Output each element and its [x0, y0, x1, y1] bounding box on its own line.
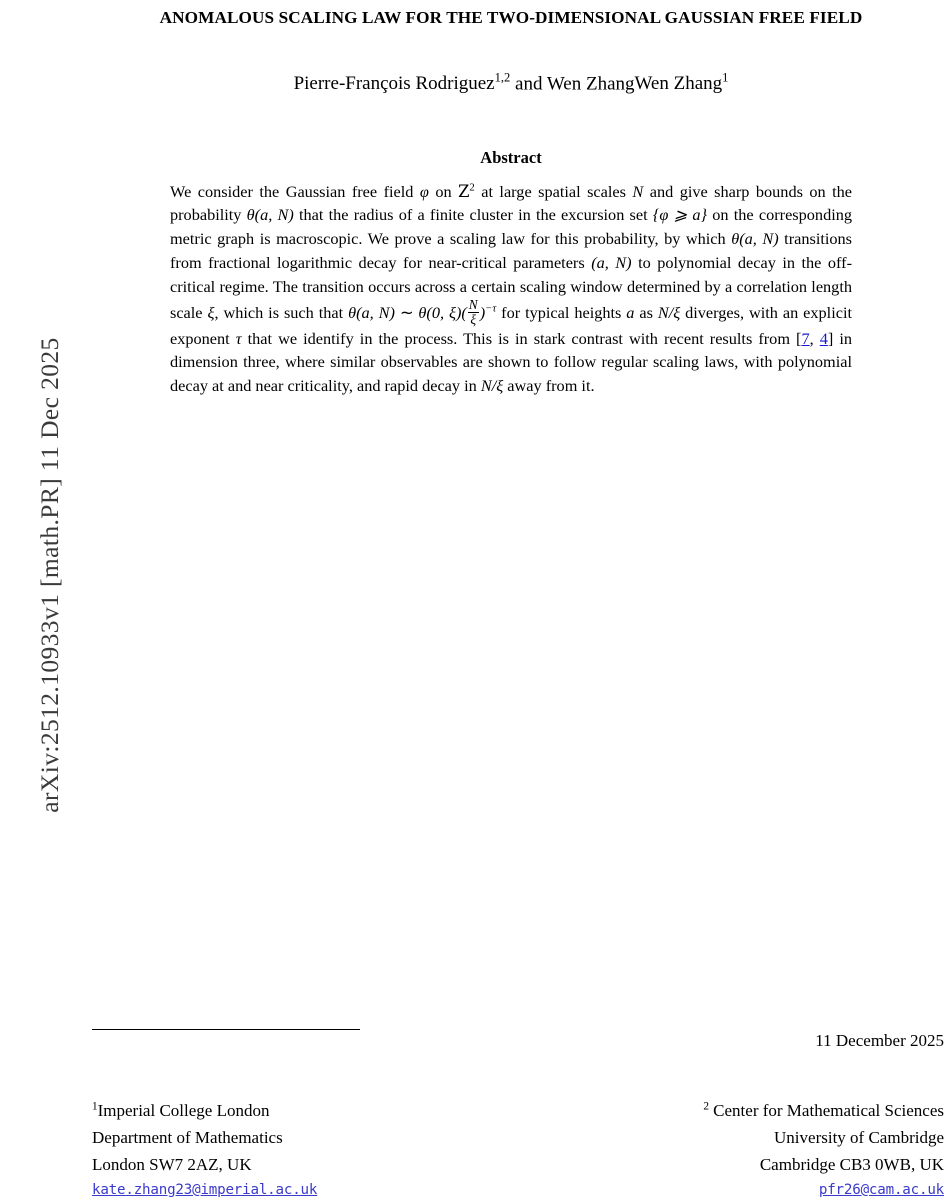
- abstract-frag-9: , which is such that: [214, 303, 349, 323]
- symbol-lattice-dim: 2: [469, 181, 475, 194]
- affiliation-left: [92, 1098, 317, 1201]
- affiliation-left-department: Department of Mathematics: [92, 1127, 283, 1147]
- submission-date: 11 December 2025: [815, 1031, 944, 1050]
- symbol-tau: τ: [235, 328, 242, 348]
- symbol-pair-a-N: (a, N): [591, 252, 632, 272]
- abstract-frag-6: on the corresponding metric graph is macroscopic. We prove a scaling law for this probability, by which: [170, 205, 853, 249]
- paper-page: [78, 0, 944, 1200]
- email-link-right[interactable]: pfr26@cam.ac.uk: [818, 1181, 944, 1198]
- abstract-frag-4: and give sharp bounds on the probability: [170, 181, 853, 225]
- affiliation-left-marker: 1: [92, 1100, 98, 1113]
- symbol-excursion-set: {φ ⩾ a}: [652, 205, 708, 225]
- arxiv-stamp: [0, 0, 78, 1200]
- citation-link-4[interactable]: 4: [819, 328, 828, 348]
- author-rodriguez-affil-marker: 1,2: [494, 70, 511, 85]
- abstract-frag-1: We consider the Gaussian free field: [170, 181, 420, 201]
- symbol-theta-a-N-1: θ(a, N): [246, 205, 294, 225]
- symbol-a: a: [626, 303, 635, 323]
- email-link-left[interactable]: kate.zhang23@imperial.ac.uk: [92, 1181, 318, 1198]
- abstract-frag-14: ,: [809, 328, 820, 348]
- abstract-frag-13: that we identify in the process. This is in stark contrast with recent results from [: [241, 328, 802, 348]
- symbol-asymptotic: ∼: [394, 303, 419, 323]
- affiliation-left-address: London SW7 2AZ, UK: [92, 1154, 252, 1174]
- abstract-frag-8: to polynomial decay in the off-critical regime. The transition occurs across a certain scaling window determined by a correlation length scale: [170, 252, 852, 323]
- author-rodriguez-name: Pierre-François Rodriguez: [293, 72, 495, 94]
- abstract-heading: Abstract: [480, 147, 542, 167]
- symbol-theta-a-N-3: θ(a, N): [348, 303, 395, 323]
- author-list: [78, 29, 944, 96]
- abstract-frag-16: away from it.: [503, 375, 595, 395]
- symbol-phi: φ: [419, 181, 429, 201]
- affiliation-left-institution: Imperial College London: [97, 1101, 270, 1120]
- symbol-exponent-minus-tau: −τ: [485, 302, 497, 315]
- fraction-denominator: ξ: [470, 311, 477, 327]
- citation-link-7[interactable]: 7: [801, 328, 810, 348]
- symbol-ratio-N-xi-1: N/ξ: [657, 303, 681, 323]
- affiliation-right-institution: Center for Mathematical Sciences: [708, 1101, 944, 1120]
- page-title: ANOMALOUS SCALING LAW FOR THE TWO-DIMENSIONAL GAUSSIAN FREE FIELD: [159, 8, 863, 27]
- fraction-N-over-xi: [467, 298, 480, 326]
- abstract-frag-10: for typical heights: [496, 303, 627, 323]
- author-conjunction: and Wen Zhang: [510, 72, 635, 94]
- affiliation-right-address: Cambridge CB3 0WB, UK: [759, 1154, 944, 1174]
- symbol-ratio-N-xi-2: N/ξ: [480, 375, 504, 395]
- abstract-frag-12: diverges, with an explicit exponent: [170, 303, 852, 348]
- author-rodriguez: [293, 70, 511, 94]
- fraction-numerator: N: [468, 297, 478, 313]
- affiliation-left-line1: [92, 1098, 317, 1125]
- footnote-rule: [92, 1029, 360, 1030]
- affiliation-right-line1: [703, 1098, 944, 1125]
- affiliations-block: [92, 1098, 944, 1201]
- abstract-section: [170, 96, 852, 398]
- author-zhang: [634, 70, 729, 94]
- symbol-xi: ξ: [207, 303, 215, 323]
- symbol-N: N: [632, 181, 644, 201]
- abstract-text: [170, 180, 852, 398]
- abstract-frag-7: transitions from fractional logarithmic decay for near-critical parameters: [170, 229, 853, 272]
- symbol-theta-a-N-2: θ(a, N): [731, 229, 779, 249]
- affiliation-right: [703, 1098, 944, 1201]
- affiliation-right-university: University of Cambridge: [774, 1127, 944, 1147]
- abstract-frag-3: at large spatial scales: [474, 181, 633, 201]
- affiliation-right-marker: 2: [703, 1100, 709, 1113]
- symbol-theta-0-xi: θ(0, ξ)(: [418, 303, 467, 323]
- symbol-integer-lattice: Z: [458, 181, 470, 201]
- author-zhang-affil-marker: 1: [722, 70, 729, 85]
- abstract-frag-11: as: [634, 303, 658, 323]
- symbol-close-paren: ): [479, 303, 486, 323]
- author-zhang-name: Wen Zhang: [634, 72, 723, 94]
- arxiv-stamp-text: arXiv:2512.10933v1 [math.PR] 11 Dec 2025: [35, 337, 64, 813]
- abstract-frag-5: that the radius of a finite cluster in the excursion set: [293, 205, 653, 225]
- abstract-frag-15: ] in dimension three, where similar observables are shown to follow regular scaling laws, with polynomial decay at and near criticality, and rapid decay in: [170, 328, 853, 395]
- abstract-frag-2: on: [428, 181, 459, 201]
